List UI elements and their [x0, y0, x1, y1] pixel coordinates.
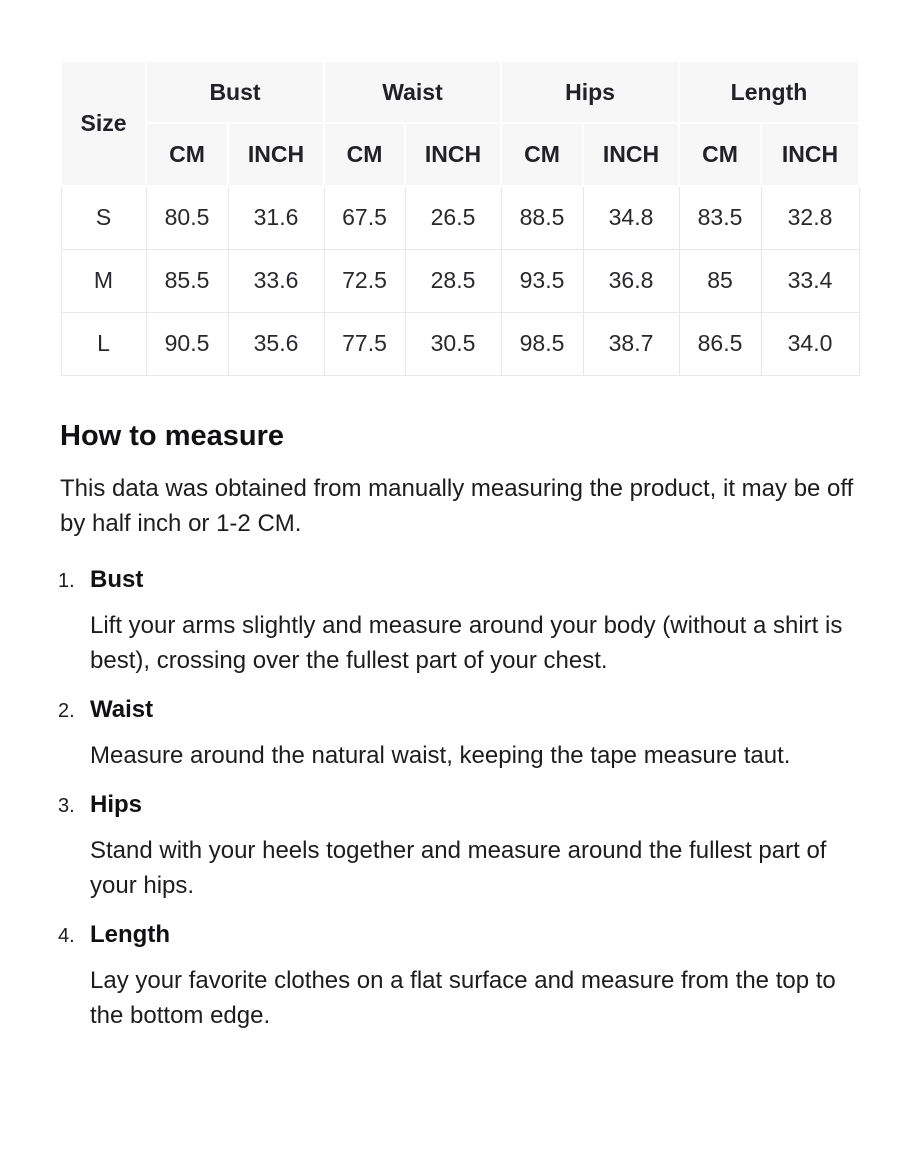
step-term: Waist	[90, 695, 154, 723]
measurement-cell: 30.5	[405, 312, 501, 375]
length-group-header: Length	[679, 61, 859, 123]
measurement-cell: 67.5	[324, 186, 405, 249]
size-cell: S	[61, 186, 146, 249]
table-row-size-l	[61, 312, 859, 375]
step-number: 3.	[58, 794, 75, 817]
measurement-cell: 31.6	[228, 186, 324, 249]
measurement-cell: 36.8	[583, 249, 679, 312]
measurement-cell: 93.5	[501, 249, 583, 312]
unit-header-cm: CM	[501, 123, 583, 186]
unit-header-cm: CM	[146, 123, 228, 186]
measurement-cell: 77.5	[324, 312, 405, 375]
unit-header-inch: INCH	[583, 123, 679, 186]
table-row-size-m	[61, 249, 859, 312]
step-description: Stand with your heels together and measure around the fullest part of your hips.	[90, 836, 827, 899]
measure-step-hips	[60, 791, 858, 903]
measure-step-bust	[60, 566, 858, 678]
step-number: 2.	[58, 699, 75, 722]
size-cell: L	[61, 312, 146, 375]
size-chart-table	[60, 60, 860, 376]
bust-group-header: Bust	[146, 61, 324, 123]
measurement-cell: 80.5	[146, 186, 228, 249]
step-description: Lift your arms slightly and measure around your body (without a shirt is best), crossing over the fullest part of your chest.	[90, 611, 843, 674]
step-heading	[60, 696, 858, 725]
step-description: Lay your favorite clothes on a flat surface and measure from the top to the bottom edge.	[90, 966, 836, 1029]
hips-group-header: Hips	[501, 61, 679, 123]
measurement-cell: 34.8	[583, 186, 679, 249]
step-term: Hips	[90, 790, 143, 818]
measurement-cell: 72.5	[324, 249, 405, 312]
measurement-cell: 98.5	[501, 312, 583, 375]
step-number: 1.	[58, 569, 75, 592]
measurement-cell: 33.4	[761, 249, 859, 312]
measurement-cell: 34.0	[761, 312, 859, 375]
how-to-measure-heading: How to measure	[60, 419, 284, 452]
measure-step-waist	[60, 696, 858, 773]
waist-group-header: Waist	[324, 61, 501, 123]
measurement-cell: 86.5	[679, 312, 761, 375]
step-description: Measure around the natural waist, keeping the tape measure taut.	[90, 741, 791, 769]
measurement-cell: 35.6	[228, 312, 324, 375]
measurement-cell: 26.5	[405, 186, 501, 249]
measurement-cell: 32.8	[761, 186, 859, 249]
measure-step-length	[60, 921, 858, 1033]
unit-header-inch: INCH	[405, 123, 501, 186]
step-term: Length	[90, 920, 170, 948]
unit-header-cm: CM	[324, 123, 405, 186]
measurement-cell: 85.5	[146, 249, 228, 312]
size-column-header: Size	[61, 61, 146, 186]
step-number: 4.	[58, 924, 75, 947]
measure-disclaimer-text: This data was obtained from manually measuring the product, it may be off by half inch or 1-2 CM.	[60, 474, 854, 537]
measurement-cell: 38.7	[583, 312, 679, 375]
measurement-cell: 88.5	[501, 186, 583, 249]
unit-header-inch: INCH	[228, 123, 324, 186]
unit-header-inch: INCH	[761, 123, 859, 186]
measurement-cell: 90.5	[146, 312, 228, 375]
step-heading	[60, 921, 858, 950]
measurement-cell: 28.5	[405, 249, 501, 312]
step-term: Bust	[90, 565, 144, 593]
step-heading	[60, 566, 858, 595]
step-heading	[60, 791, 858, 820]
measurement-cell: 33.6	[228, 249, 324, 312]
measure-steps-list	[60, 566, 858, 1033]
measurement-cell: 85	[679, 249, 761, 312]
measurement-cell: 83.5	[679, 186, 761, 249]
unit-header-cm: CM	[679, 123, 761, 186]
table-row-size-s	[61, 186, 859, 249]
size-cell: M	[61, 249, 146, 312]
